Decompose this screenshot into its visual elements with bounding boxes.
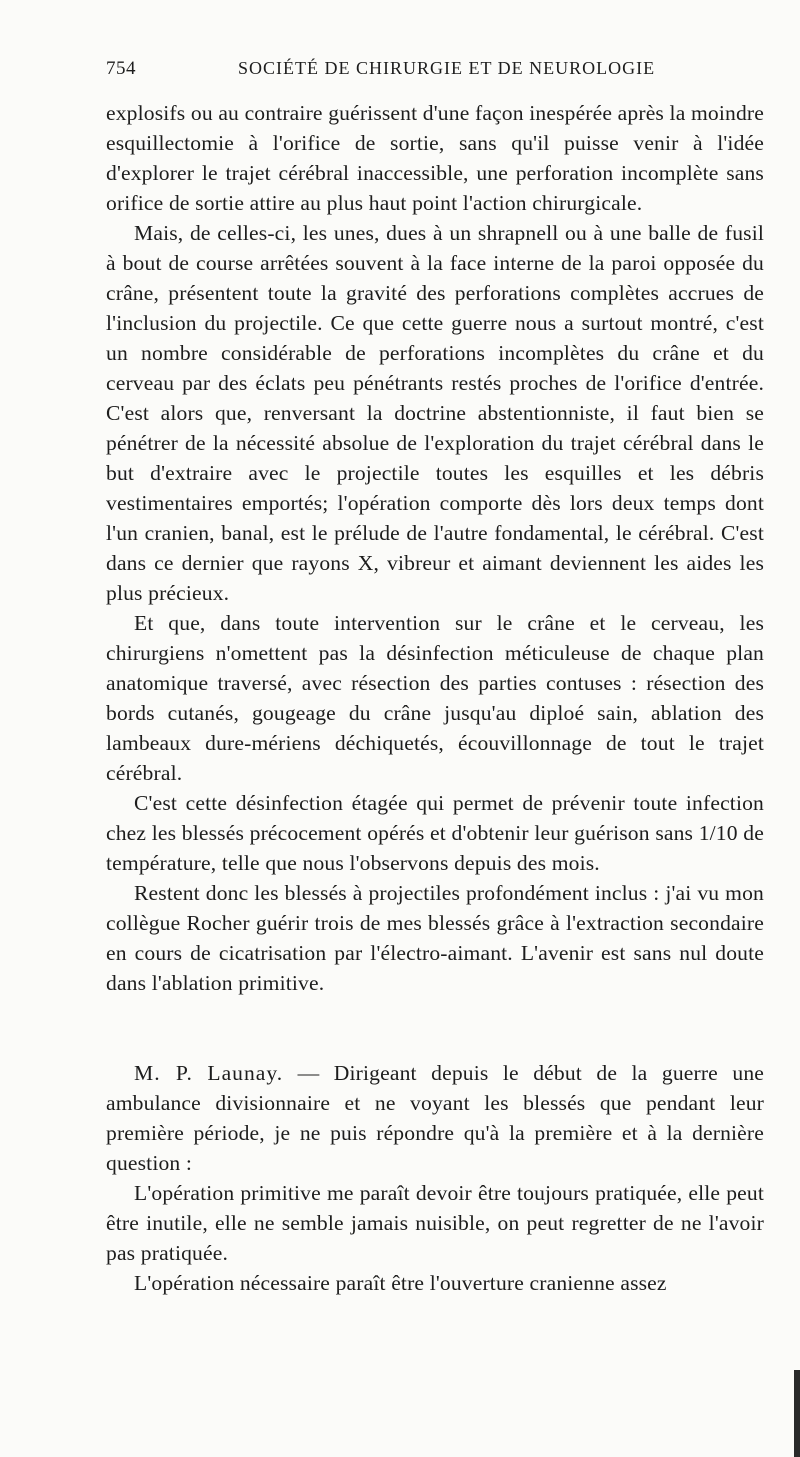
speaker-prefix: M. P.	[134, 1061, 193, 1085]
page	[106, 58, 764, 1298]
paragraph: Mais, de celles-ci, les unes, dues à un shrapnell ou à une balle de fusil à bout de course arrêtées souvent à la face interne de la paroi opposée du crâne, présentent toute la gravité des perforations complètes accrues de l'inclusion du projectile. Ce que cette guerre nous a surtout montré, c'est un nombre considérable de perforations incomplètes du crâne et du cerveau par des éclats peu pénétrants restés proches de l'orifice d'entrée. C'est alors que, renversant la doctrine abstentionniste, il faut bien se pénétrer de la nécessité absolue de l'exploration du trajet cérébral dans le but d'extraire avec le projectile toutes les esquilles et les débris vestimentaires emportés; l'opération comporte dès lors deux temps dont l'un cranien, banal, est le prélude de l'autre fondamental, le cérébral. C'est dans ce dernier que rayons X, vibreur et aimant deviennent les aides les plus précieux.	[106, 221, 764, 605]
speaker-paragraph	[106, 1058, 764, 1178]
paragraph: Restent donc les blessés à projectiles profondément inclus : j'ai vu mon collègue Rocher guérir trois de mes blessés grâce à l'extraction secondaire en cours de cicatrisation par l'électro-aimant. L'avenir est sans nul doute dans l'ablation primitive.	[106, 881, 764, 995]
article-body	[106, 98, 764, 1298]
section-gap	[106, 998, 764, 1058]
paragraph: L'opération nécessaire paraît être l'ouverture cranienne assez	[134, 1271, 667, 1295]
scan-edge-mark	[794, 1370, 800, 1457]
paragraph: L'opération primitive me paraît devoir être toujours pratiquée, elle peut être inutile, elle ne semble jamais nuisible, on peut regretter de ne l'avoir pas pratiquée.	[106, 1181, 764, 1265]
speaker-name: Launay.	[207, 1061, 284, 1085]
page-header	[106, 58, 764, 98]
paragraph: Et que, dans toute intervention sur le crâne et le cerveau, les chirurgiens n'omettent pas la désinfection méticuleuse de chaque plan anatomique traversé, avec résection des parties contuses : résection des bords cutanés, gougeage du crâne jusqu'au diploé sain, ablation des lambeaux dure-mériens déchiquetés, écouvillonnage de tout le trajet cérébral.	[106, 611, 764, 785]
running-title: SOCIÉTÉ DE CHIRURGIE ET DE NEUROLOGIE	[238, 58, 656, 78]
paragraph: C'est cette désinfection étagée qui permet de prévenir toute infection chez les blessés précocement opérés et d'obtenir leur guérison sans 1/10 de température, telle que nous l'observons depuis des mois.	[106, 791, 764, 875]
paragraph: explosifs ou au contraire guérissent d'une façon inespérée après la moindre esquillectomie à l'orifice de sortie, sans qu'il puisse venir à l'idée d'explorer le trajet cérébral inaccessible, une perforation incomplète sans orifice de sortie attire au plus haut point l'action chirurgicale.	[106, 101, 764, 215]
page-number: 754	[106, 58, 136, 79]
speaker-text: — Dirigeant depuis le début de la guerre une ambulance divisionnaire et ne voyant les blessés que pendant leur première période, je ne puis répondre qu'à la première et à la dernière question :	[106, 1061, 764, 1175]
